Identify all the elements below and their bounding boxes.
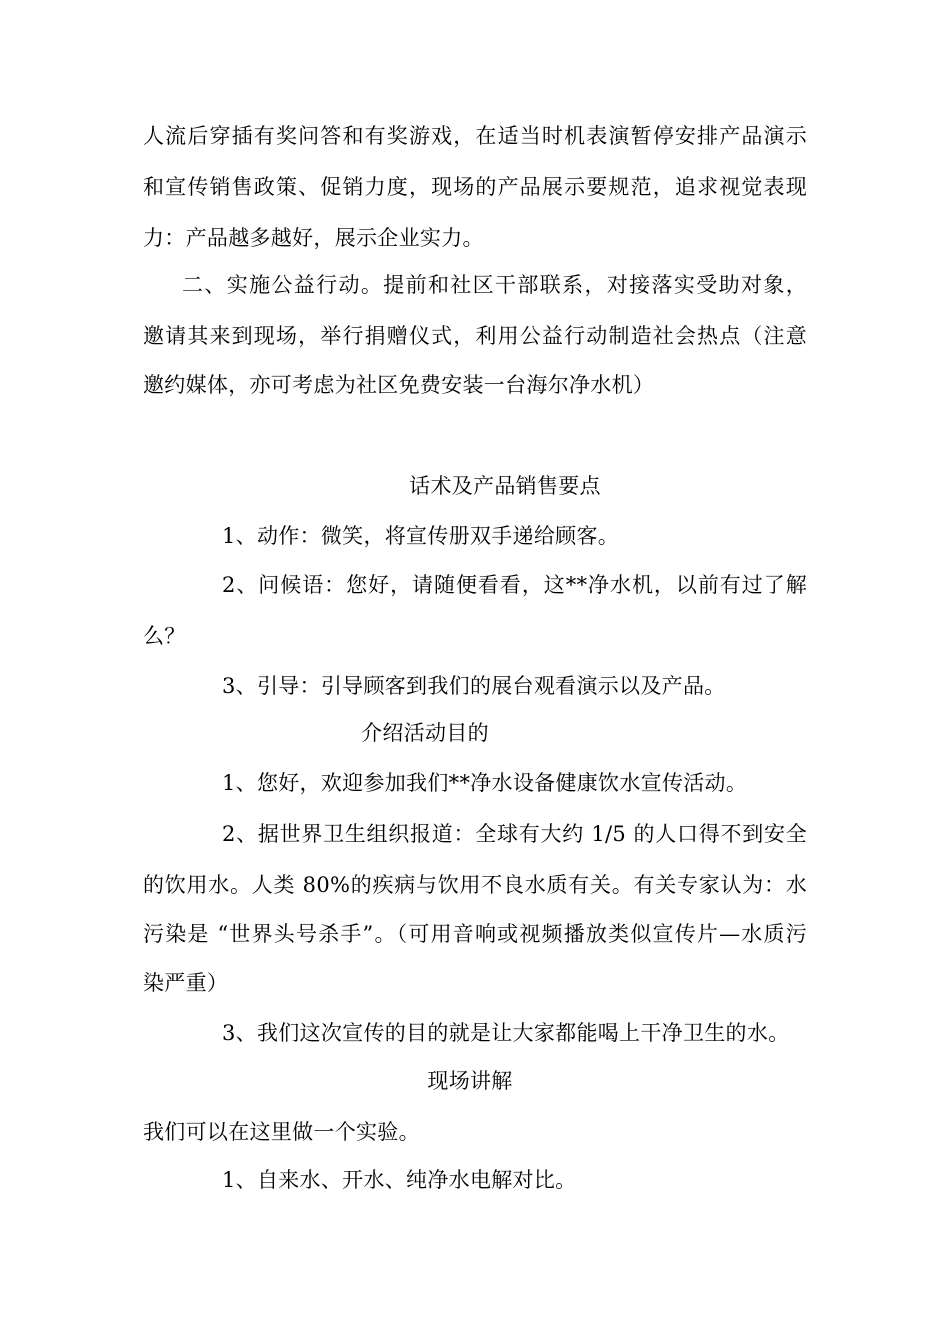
paragraph-line: 我们可以在这里做一个实验。 bbox=[143, 1120, 420, 1144]
list-item: 2、问候语：您好，请随便看看，这**净水机，以前有过了解 bbox=[222, 573, 807, 597]
list-item: 2、据世界卫生组织报道：全球有大约 1/5 的人口得不到安全 bbox=[222, 822, 807, 846]
paragraph-line: 邀约媒体，亦可考虑为社区免费安装一台海尔净水机） bbox=[143, 373, 655, 397]
list-item: 3、我们这次宣传的目的就是让大家都能喝上干净卫生的水。 bbox=[222, 1021, 790, 1045]
section-heading-purpose: 介绍活动目的 bbox=[361, 721, 489, 745]
list-item: 1、动作：微笑，将宣传册双手递给顾客。 bbox=[222, 524, 620, 548]
section-heading-sales: 话术及产品销售要点 bbox=[409, 474, 601, 498]
list-item: 1、自来水、开水、纯净水电解对比。 bbox=[222, 1168, 577, 1192]
list-item-continuation: 污染是 “世界头号杀手”。（可用音响或视频播放类似宣传片—水质污 bbox=[143, 922, 807, 946]
paragraph-line: 二、实施公益行动。提前和社区干部联系，对接落实受助对象， bbox=[182, 273, 807, 297]
list-item-continuation: 的饮用水。人类 80%的疾病与饮用不良水质有关。有关专家认为：水 bbox=[143, 873, 807, 897]
list-item-continuation: 染严重） bbox=[143, 971, 229, 995]
paragraph-line: 人流后穿插有奖问答和有奖游戏，在适当时机表演暂停安排产品演示 bbox=[143, 124, 807, 148]
list-item-continuation: 么？ bbox=[143, 624, 186, 648]
section-heading-explain: 现场讲解 bbox=[427, 1069, 513, 1093]
list-item: 1、您好，欢迎参加我们**净水设备健康饮水宣传活动。 bbox=[222, 771, 748, 795]
paragraph-line: 和宣传销售政策、促销力度，现场的产品展示要规范，追求视觉表现 bbox=[143, 175, 807, 199]
list-item: 3、引导：引导顾客到我们的展台观看演示以及产品。 bbox=[222, 674, 726, 698]
paragraph-line: 力：产品越多越好，展示企业实力。 bbox=[143, 226, 484, 250]
paragraph-line: 邀请其来到现场，举行捐赠仪式，利用公益行动制造社会热点（注意 bbox=[143, 324, 807, 348]
